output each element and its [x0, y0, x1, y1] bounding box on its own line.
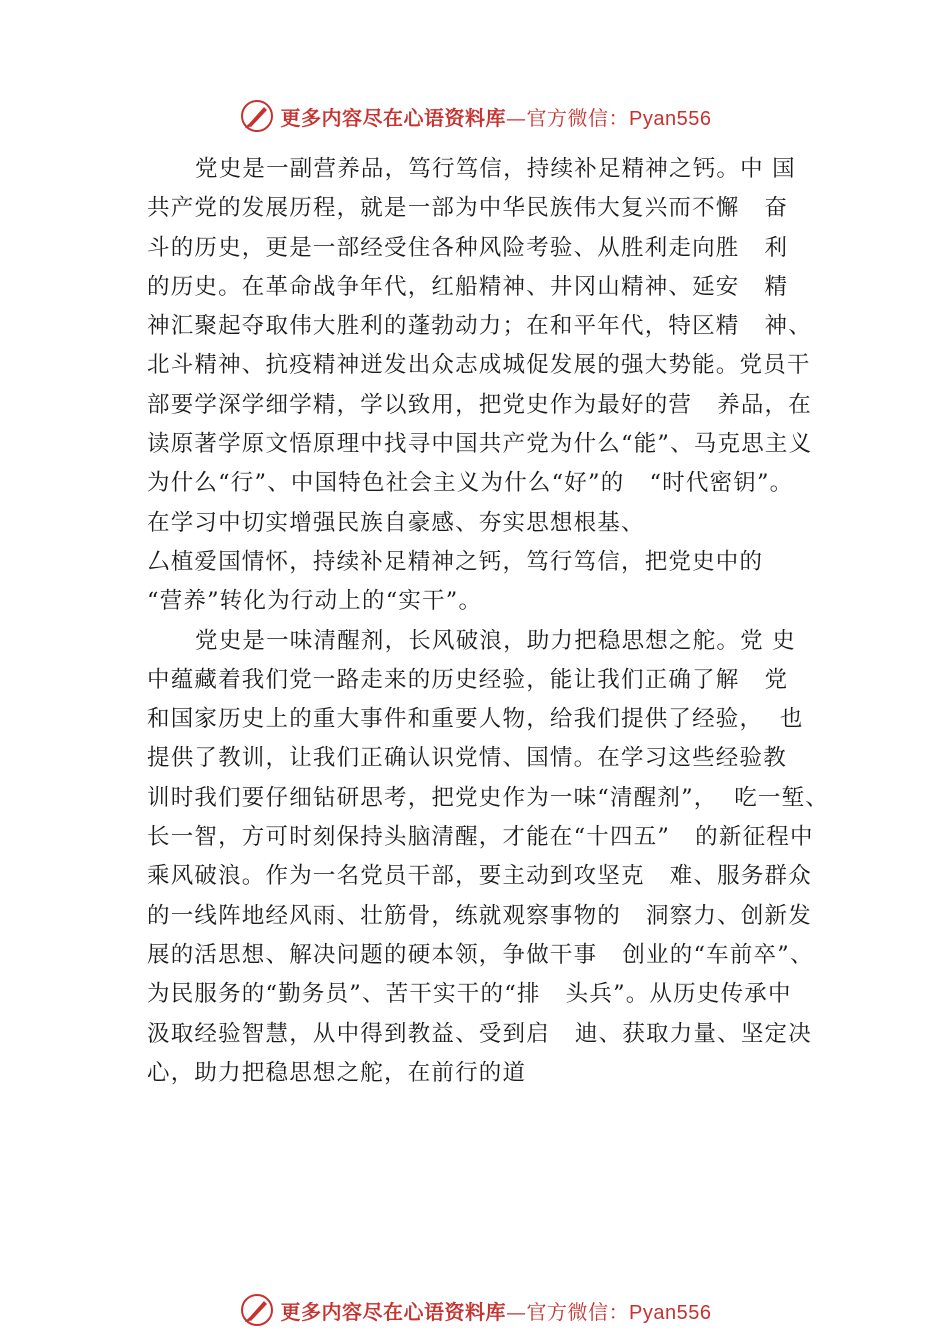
- text-line: 部要学深学细学精，学以致用，把党史作为最好的营 养品，在: [147, 391, 812, 418]
- text-line: 在学习中切实增强民族自豪感、夯实思想根基、: [147, 509, 645, 536]
- text-line: 中蕴藏着我们党一路走来的历史经验，能让我们正确了解 党: [147, 666, 789, 693]
- text-line: 神汇聚起夺取伟大胜利的蓬勃动力；在和平年代，特区精 神、: [147, 313, 812, 340]
- text-line: 的一线阵地经风雨、壮筋骨，练就观察事物的 洞察力、创新发: [147, 902, 812, 929]
- text-line: “营养”转化为行动上的“实干”。: [147, 588, 483, 615]
- text-line: 心，助力把稳思想之舵，在前行的道: [147, 1059, 527, 1086]
- text-line: 斗的历史，更是一部经受住各种风险考验、从胜利走向胜 利: [147, 234, 789, 261]
- watermark-dash: —: [506, 1299, 527, 1324]
- text-line: 提供了教训，让我们正确认识党情、国情。在学习这些经验教: [147, 745, 787, 772]
- watermark-wechat-id: Pyan556: [629, 1301, 712, 1324]
- text-line: 汲取经验智慧，从中得到教益、受到启 迪、获取力量、坚定决: [147, 1020, 812, 1047]
- quill-pen-seal-icon: [239, 98, 275, 134]
- text-line: 展的活思想、解决问题的硬本领，争做干事 创业的“车前卒”、: [147, 941, 814, 968]
- text-line: 党史是一副营养品，笃行笃信，持续补足精神之钙。中 国: [195, 156, 796, 182]
- header-watermark: [0, 96, 950, 136]
- text-line: 读原著学原文悟原理中找寻中国共产党为什么“能”、马克思主义: [147, 431, 813, 458]
- watermark-main: 更多内容尽在心语资料库: [280, 105, 507, 130]
- text-line: 厶植爱国情怀，持续补足精神之钙，笃行笃信，把党史中的: [147, 548, 764, 575]
- watermark-main: 更多内容尽在心语资料库: [280, 1299, 507, 1324]
- text-line: 为民服务的“勤务员”、苦干实干的“排 头兵”。从历史传承中: [147, 981, 792, 1008]
- text-line: 为什么“行”、中国特色社会主义为什么“好”的 “时代密钥”。: [147, 470, 794, 497]
- text-line: 长一智，方可时刻保持头脑清醒，才能在“十四五” 的新征程中: [147, 824, 814, 851]
- watermark-wechat-label: 官方微信：: [526, 1299, 630, 1324]
- text-line: 北斗精神、抗疫精神迸发出众志成城促发展的强大势能。党员干: [147, 352, 811, 379]
- watermark-dash: —: [506, 105, 527, 130]
- text-line: 和国家历史上的重大事件和重要人物，给我们提供了经验， 也: [147, 706, 804, 733]
- watermark-wechat-label: 官方微信：: [526, 105, 630, 130]
- text-line: 党史是一味清醒剂，长风破浪，助力把稳思想之舵。党 史: [195, 627, 796, 654]
- text-line: 乘风破浪。作为一名党员干部，要主动到攻坚克 难、服务群众: [147, 863, 812, 890]
- watermark-text: [281, 102, 712, 131]
- text-line: 的历史。在革命战争年代，红船精神、井冈山精神、延安 精: [147, 273, 789, 300]
- document-body: [147, 150, 847, 1093]
- paragraph-1: [147, 150, 847, 622]
- quill-pen-seal-icon: [239, 1292, 275, 1328]
- watermark-wechat-id: Pyan556: [629, 107, 712, 130]
- watermark-text: [281, 1296, 712, 1325]
- paragraph-2: [147, 622, 847, 1094]
- text-line: 训时我们要仔细钻研思考，把党史作为一味“清醒剂”， 吃一堑、: [147, 784, 830, 811]
- text-line: 共产党的发展历程，就是一部为中华民族伟大复兴而不懈 奋: [147, 195, 789, 222]
- footer-watermark: [0, 1290, 950, 1330]
